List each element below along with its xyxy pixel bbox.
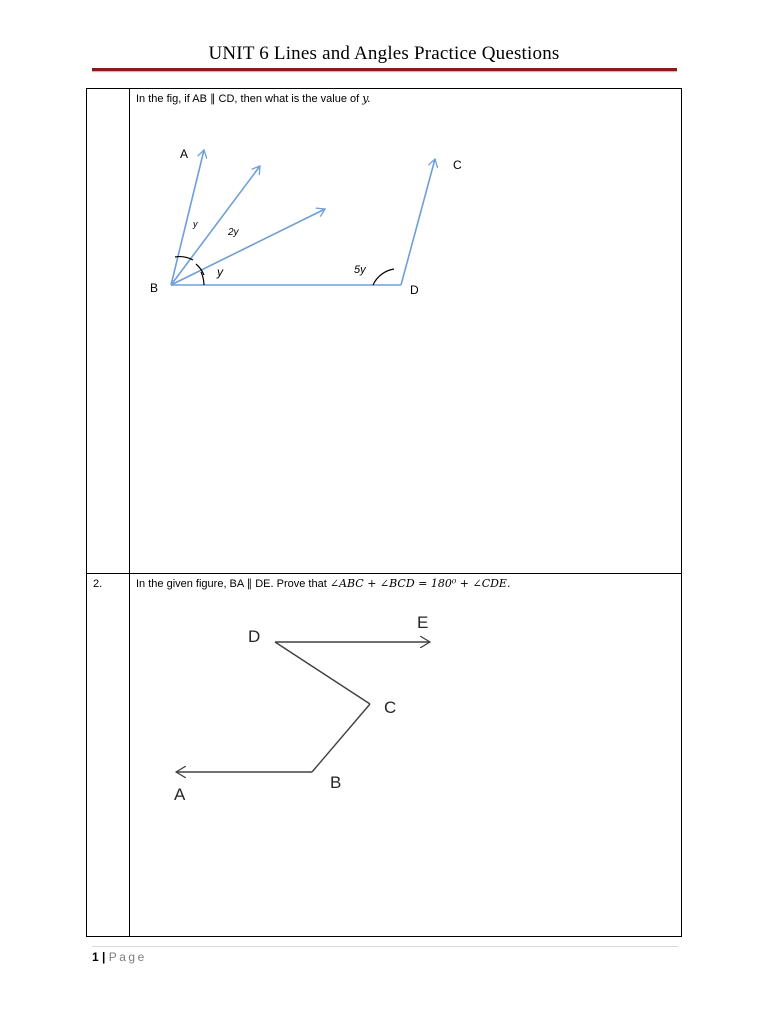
segment-cb (312, 704, 370, 772)
page-number: 1 (92, 950, 99, 964)
label-d: D (410, 283, 419, 297)
page-footer (92, 950, 147, 964)
question-number (87, 89, 129, 93)
question-prompt: In the fig, if AB ∥ CD, then what is the value of (136, 93, 360, 105)
page-label: Page (108, 950, 147, 964)
question-prompt: In the given figure, BA ∥ DE. Prove that (136, 578, 327, 590)
question-math: y. (362, 92, 371, 105)
label-e: E (417, 613, 429, 632)
footer-divider (92, 946, 678, 947)
page-separator: | (98, 950, 109, 964)
angle-figure-1 (130, 89, 684, 573)
questions-table (86, 88, 682, 937)
question-content-cell (130, 89, 682, 574)
question-row-1 (87, 89, 682, 574)
question-number-cell (87, 574, 130, 937)
question-math: ∠ABC + ∠BCD = 180⁰ + ∠CDE. (329, 577, 511, 590)
label-angle-2y: 2y (228, 227, 239, 238)
page-title: UNIT 6 Lines and Angles Practice Questions (208, 43, 560, 64)
label-a: A (174, 785, 186, 804)
title-divider (92, 68, 677, 71)
question-number: 2. (93, 578, 103, 590)
segment-dc (275, 642, 370, 704)
ray-b-upper (171, 166, 260, 285)
label-d: D (248, 627, 261, 646)
label-a: A (180, 147, 189, 161)
label-c: C (453, 158, 462, 172)
label-c: C (384, 698, 397, 717)
label-b: B (150, 281, 159, 295)
question-row-2 (87, 574, 682, 937)
label-angle-5y: 5y (354, 264, 366, 276)
ray-ba (171, 150, 204, 285)
ray-dc (401, 159, 435, 285)
label-b: B (330, 773, 342, 792)
label-angle-y-lower: y (217, 265, 223, 279)
question-number-cell (87, 89, 130, 574)
label-angle-y: y (193, 219, 198, 229)
angle-arc-cdb (373, 269, 394, 285)
angle-figure-2 (130, 574, 684, 936)
question-content-cell (130, 574, 682, 937)
